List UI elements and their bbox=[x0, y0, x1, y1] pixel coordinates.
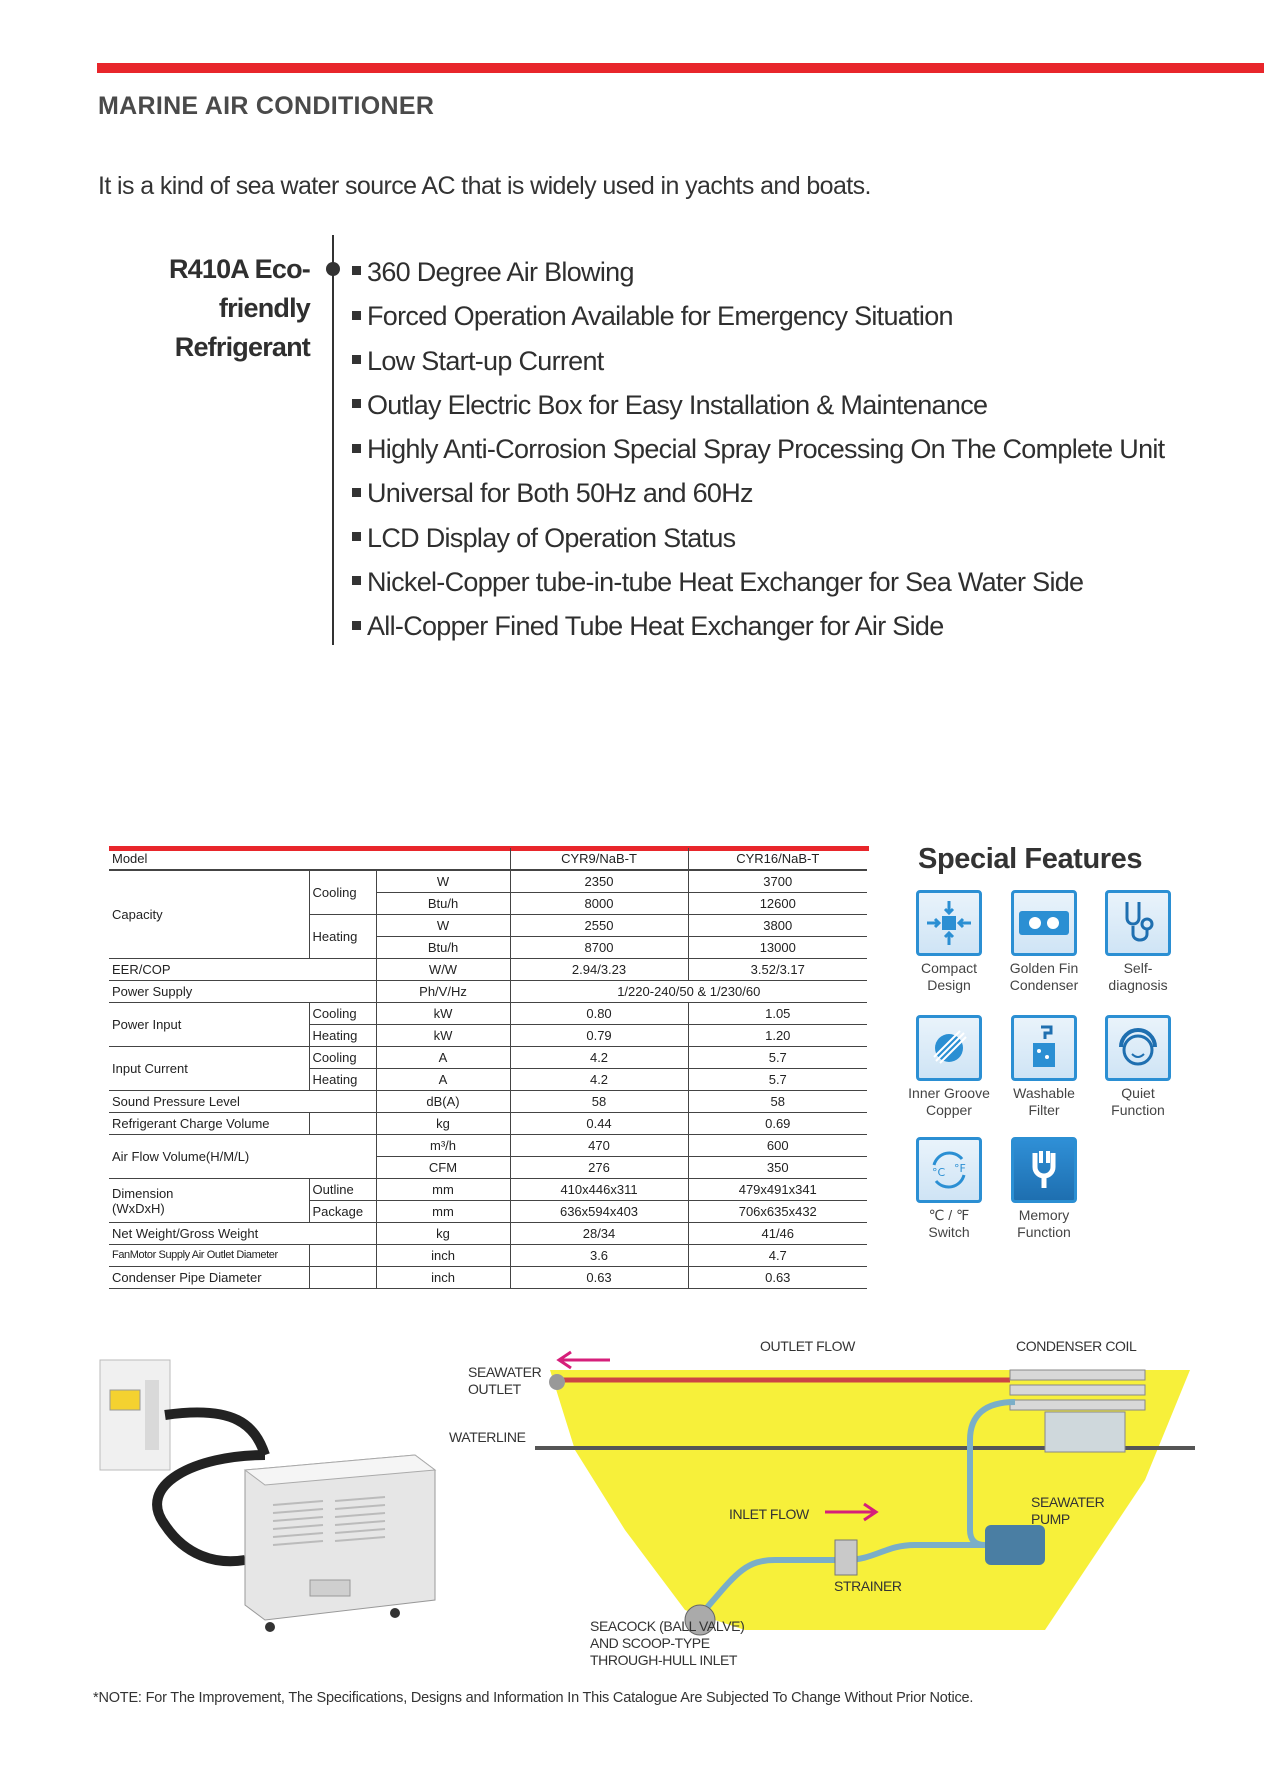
label-outlet-flow: OUTLET FLOW bbox=[760, 1338, 855, 1354]
section-title: MARINE AIR CONDITIONER bbox=[98, 92, 435, 120]
outlet-fitting bbox=[549, 1374, 565, 1390]
feature-inner-groove: Inner Groove Copper bbox=[901, 1015, 997, 1119]
condenser-fin-icon bbox=[1011, 890, 1077, 956]
strainer-body bbox=[835, 1540, 857, 1575]
bullet-square-icon bbox=[352, 311, 361, 320]
table-row: Package mm 636x594x403 706x635x432 bbox=[109, 1201, 867, 1223]
celsius-fahrenheit-icon bbox=[916, 1137, 982, 1203]
feature-quiet-function: Quiet Function bbox=[1090, 1015, 1186, 1119]
bullet-square-icon bbox=[352, 444, 361, 453]
table-row: Capacity Cooling W 2350 3700 bbox=[109, 870, 867, 893]
product-unit-illustration bbox=[95, 1355, 440, 1640]
table-row: Power Input Cooling kW 0.80 1.05 bbox=[109, 1003, 867, 1025]
condenser-coil-tube bbox=[1010, 1370, 1145, 1380]
condenser-coil-tube bbox=[1010, 1385, 1145, 1395]
table-row: Heating kW 0.79 1.20 bbox=[109, 1025, 867, 1047]
feature-washable-filter: Washable Filter bbox=[996, 1015, 1092, 1119]
label-condenser-coil: CONDENSER COIL bbox=[1016, 1338, 1137, 1354]
refrigerant-line-1: R410A Eco-friendly bbox=[168, 254, 310, 323]
condenser-coil-tube bbox=[1010, 1400, 1145, 1410]
table-row: Btu/h 8000 12600 bbox=[109, 893, 867, 915]
feature-item: All-Copper Fined Tube Heat Exchanger for Air Side bbox=[352, 604, 1164, 648]
memory-plug-icon bbox=[1011, 1137, 1077, 1203]
copper-tube-icon bbox=[916, 1015, 982, 1081]
refrigerant-line-2: Refrigerant bbox=[174, 332, 310, 362]
bullet-square-icon bbox=[352, 532, 361, 541]
table-row: FanMotor Supply Air Outlet Diameter inch 3.6 4.7 bbox=[109, 1245, 867, 1267]
feature-memory-function: Memory Function bbox=[996, 1137, 1092, 1241]
table-row: Model CYR9/NaB-T CYR16/NaB-T bbox=[109, 848, 867, 870]
label-seawater-pump: SEAWATER PUMP bbox=[1031, 1494, 1105, 1527]
washable-filter-icon bbox=[1011, 1015, 1077, 1081]
seawater-pump bbox=[985, 1525, 1045, 1565]
label-seawater-outlet: SEAWATER OUTLET bbox=[468, 1364, 542, 1397]
table-row: Input Current Cooling A 4.2 5.7 bbox=[109, 1047, 867, 1069]
blower-unit bbox=[1045, 1412, 1125, 1452]
refrigerant-heading bbox=[98, 250, 310, 367]
feature-item: Forced Operation Available for Emergency Situation bbox=[352, 294, 1164, 338]
footnote: *NOTE: For The Improvement, The Specifications, Designs and Information In This Catalogue Are Subjected To Change Without Prior Notice. bbox=[93, 1690, 974, 1706]
feature-golden-fin: Golden Fin Condenser bbox=[996, 890, 1092, 994]
label-inlet-flow: INLET FLOW bbox=[729, 1506, 809, 1522]
table-row: Btu/h 8700 13000 bbox=[109, 937, 867, 959]
svg-text:°F: °F bbox=[954, 1162, 966, 1175]
svg-text:°C: °C bbox=[932, 1166, 946, 1179]
feature-temp-switch: °C °F ℃ / ℉ Switch bbox=[901, 1137, 997, 1241]
label-seacock: SEACOCK (BALL VALVE) AND SCOOP-TYPE THROUGH-HULL INLET bbox=[590, 1618, 745, 1668]
feature-item: Nickel-Copper tube-in-tube Heat Exchanger for Sea Water Side bbox=[352, 560, 1164, 604]
bullet-square-icon bbox=[352, 399, 361, 408]
bullet-square-icon bbox=[352, 576, 361, 585]
table-row: Condenser Pipe Diameter inch 0.63 0.63 bbox=[109, 1267, 867, 1289]
bullet-square-icon bbox=[352, 488, 361, 497]
feature-item: LCD Display of Operation Status bbox=[352, 516, 1164, 560]
feature-item: 360 Degree Air Blowing bbox=[352, 250, 1164, 294]
bullet-square-icon bbox=[352, 621, 361, 630]
stethoscope-icon bbox=[1105, 890, 1171, 956]
quiet-face-icon bbox=[1105, 1015, 1171, 1081]
feature-item: Universal for Both 50Hz and 60Hz bbox=[352, 471, 1164, 515]
table-row: Dimension (WxDxH) Outline mm 410x446x311 479x491x341 bbox=[109, 1179, 867, 1201]
table-row: Power Supply Ph/V/Hz 1/220-240/50 & 1/230/60 bbox=[109, 981, 867, 1003]
feature-self-diagnosis: Self- diagnosis bbox=[1090, 890, 1186, 994]
intro-text: It is a kind of sea water source AC that is widely used in yachts and boats. bbox=[98, 172, 871, 200]
table-row: Sound Pressure Level dB(A) 58 58 bbox=[109, 1091, 867, 1113]
feature-item: Outlay Electric Box for Easy Installation & Maintenance bbox=[352, 383, 1164, 427]
label-strainer: STRAINER bbox=[834, 1578, 902, 1594]
table-row: CFM 276 350 bbox=[109, 1157, 867, 1179]
compact-arrows-icon bbox=[916, 890, 982, 956]
table-row: Heating W 2550 3800 bbox=[109, 915, 867, 937]
table-row: Air Flow Volume(H/M/L) m³/h 470 600 bbox=[109, 1135, 867, 1157]
table-row: Refrigerant Charge Volume kg 0.44 0.69 bbox=[109, 1113, 867, 1135]
special-features-title: Special Features bbox=[918, 843, 1143, 875]
top-red-bar bbox=[97, 63, 1264, 73]
bullet-square-icon bbox=[352, 355, 361, 364]
feature-item: Highly Anti-Corrosion Special Spray Processing On The Complete Unit bbox=[352, 427, 1164, 471]
table-row: Net Weight/Gross Weight kg 28/34 41/46 bbox=[109, 1223, 867, 1245]
label-waterline: WATERLINE bbox=[449, 1429, 526, 1445]
spec-table bbox=[109, 848, 867, 1289]
feature-compact-design: Compact Design bbox=[901, 890, 997, 994]
table-row: EER/COP W/W 2.94/3.23 3.52/3.17 bbox=[109, 959, 867, 981]
divider-line bbox=[332, 235, 334, 645]
bullet-square-icon bbox=[352, 266, 361, 275]
table-row: Heating A 4.2 5.7 bbox=[109, 1069, 867, 1091]
feature-item: Low Start-up Current bbox=[352, 339, 1164, 383]
divider-dot bbox=[326, 262, 340, 276]
feature-list bbox=[352, 250, 1164, 649]
